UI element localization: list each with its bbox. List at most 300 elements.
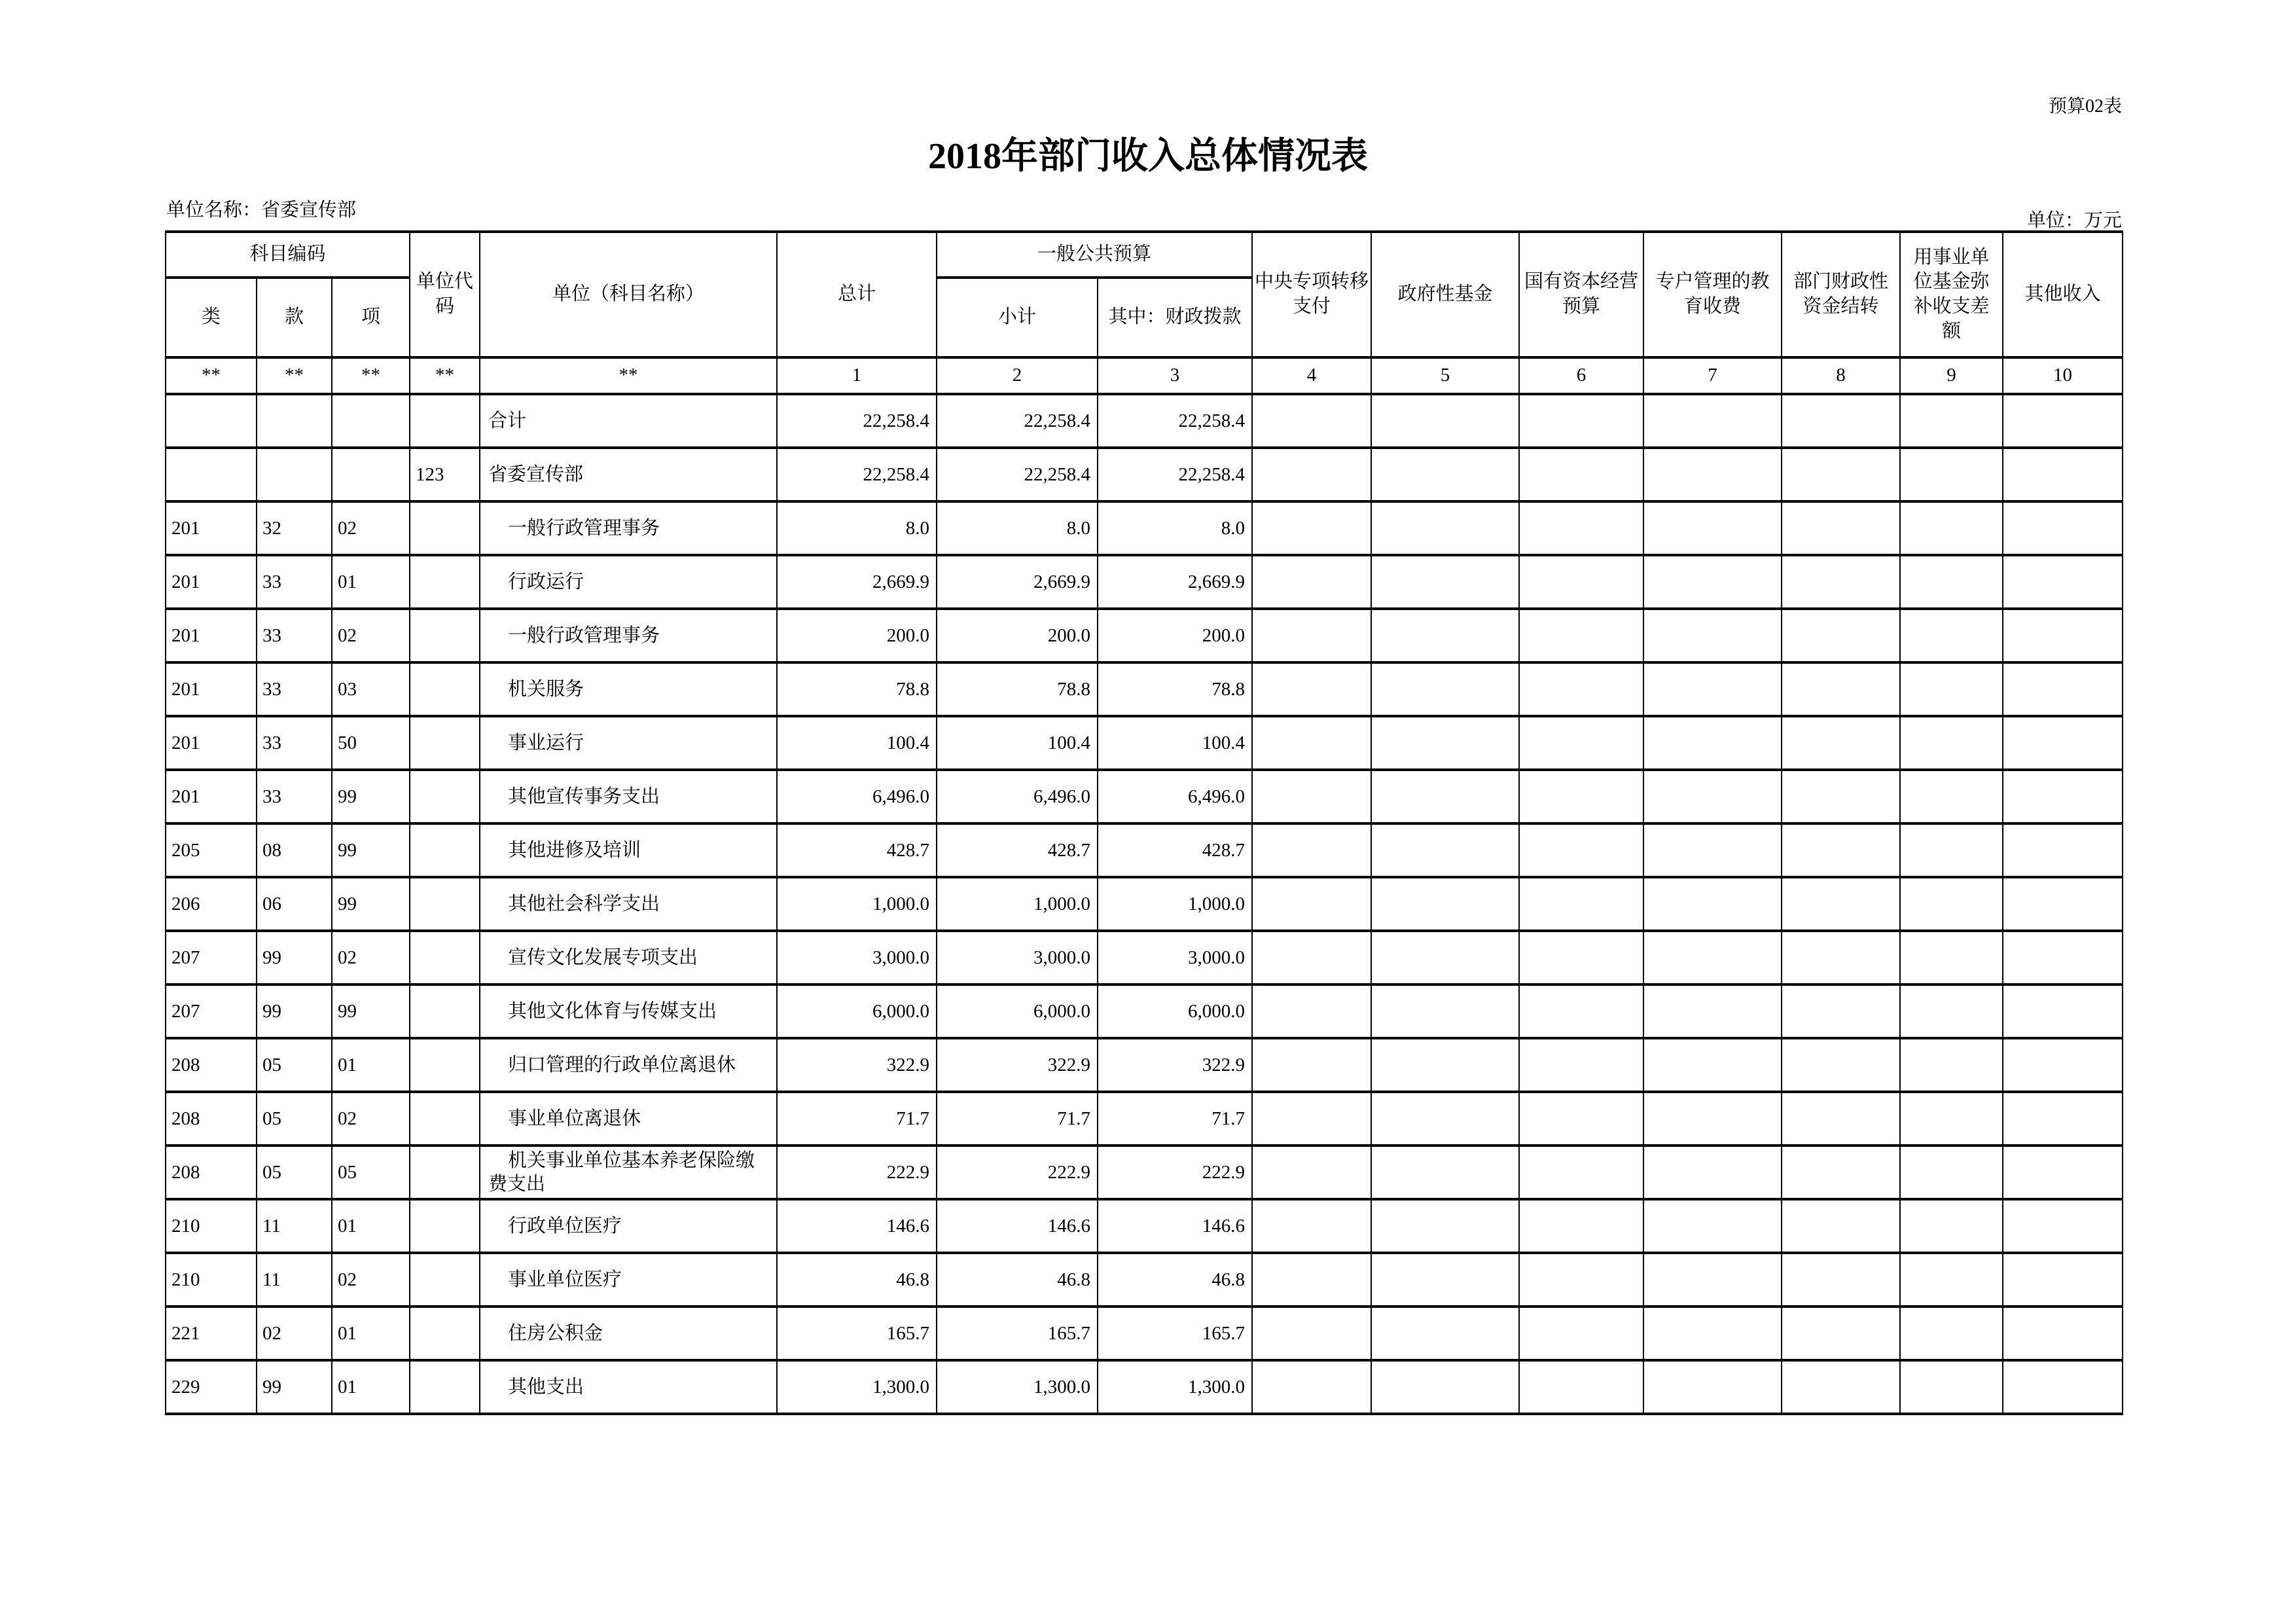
cell-section-code: 33 [257,662,332,716]
cell-total: 200.0 [777,609,937,662]
cell-unit-code [410,823,480,877]
table-row [166,448,2123,501]
cell-section-code: 33 [257,770,332,823]
cell-gov-funds [1371,555,1519,609]
cell-item-code: 02 [332,1253,410,1307]
cell-subtotal: 3,000.0 [937,931,1098,984]
cell-class-code: 201 [166,770,257,823]
cell-other-income [2003,555,2123,609]
column-number: ** [332,357,410,394]
cell-central-transfer [1252,1092,1371,1146]
cell-subject-name: 一般行政管理事务 [480,501,777,555]
cell-subject-name: 机关事业单位基本养老保险缴费支出 [480,1146,777,1199]
cell-item-code: 02 [332,931,410,984]
cell-fund-balance [1900,931,2003,984]
cell-class-code: 210 [166,1253,257,1307]
cell-central-transfer [1252,823,1371,877]
cell-fiscal-allocation: 1,000.0 [1098,877,1252,931]
cell-other-income [2003,984,2123,1038]
table-row [166,716,2123,770]
cell-class-code: 201 [166,501,257,555]
cell-state-capital [1519,1199,1643,1253]
cell-section-code: 08 [257,823,332,877]
cell-total: 8.0 [777,501,937,555]
cell-subtotal: 78.8 [937,662,1098,716]
cell-section-code: 06 [257,877,332,931]
page-title: 2018年部门收入总体情况表 [928,136,1368,177]
cell-other-income [2003,609,2123,662]
cell-unit-code [410,1092,480,1146]
table-row [166,931,2123,984]
cell-edu-fees [1643,931,1782,984]
cell-gov-funds [1371,770,1519,823]
cell-edu-fees [1643,716,1782,770]
cell-total: 71.7 [777,1092,937,1146]
cell-subject-name: 一般行政管理事务 [480,609,777,662]
cell-dept-carryover [1782,1307,1900,1360]
cell-state-capital [1519,1253,1643,1307]
cell-central-transfer [1252,770,1371,823]
cell-class-code: 207 [166,931,257,984]
cell-gov-funds [1371,1092,1519,1146]
cell-fund-balance [1900,1199,2003,1253]
table-row [166,877,2123,931]
cell-dept-carryover [1782,823,1900,877]
cell-state-capital [1519,501,1643,555]
cell-subtotal: 322.9 [937,1038,1098,1092]
header-unit-code: 单位代码 [410,232,480,357]
cell-subtotal: 428.7 [937,823,1098,877]
cell-total: 100.4 [777,716,937,770]
cell-section-code: 33 [257,555,332,609]
cell-dept-carryover [1782,555,1900,609]
header-fiscal-allocation: 其中：财政拨款 [1098,278,1252,357]
table-row [166,555,2123,609]
cell-dept-carryover [1782,1253,1900,1307]
cell-item-code: 02 [332,501,410,555]
cell-item-code [332,448,410,501]
column-number: 7 [1643,357,1782,394]
cell-section-code: 11 [257,1199,332,1253]
column-number: ** [166,357,257,394]
cell-gov-funds [1371,501,1519,555]
cell-fund-balance [1900,501,2003,555]
cell-subtotal: 22,258.4 [937,448,1098,501]
cell-fund-balance [1900,1092,2003,1146]
cell-item-code: 05 [332,1146,410,1199]
cell-fund-balance [1900,394,2003,448]
cell-subject-name: 行政单位医疗 [480,1199,777,1253]
cell-class-code: 221 [166,1307,257,1360]
cell-fiscal-allocation: 6,496.0 [1098,770,1252,823]
header-subject-code: 科目编码 [166,232,410,278]
table-row [166,1307,2123,1360]
cell-edu-fees [1643,1199,1782,1253]
cell-edu-fees [1643,1092,1782,1146]
header-section: 款 [257,278,332,357]
cell-section-code [257,394,332,448]
cell-fiscal-allocation: 8.0 [1098,501,1252,555]
cell-central-transfer [1252,394,1371,448]
cell-gov-funds [1371,877,1519,931]
cell-subtotal: 222.9 [937,1146,1098,1199]
header-other-income: 其他收入 [2003,232,2123,357]
unit-name-label: 单位名称：省委宣传部 [166,200,357,221]
column-number: ** [257,357,332,394]
column-number: 10 [2003,357,2123,394]
cell-fiscal-allocation: 200.0 [1098,609,1252,662]
cell-subtotal: 22,258.4 [937,394,1098,448]
cell-fiscal-allocation: 6,000.0 [1098,984,1252,1038]
cell-other-income [2003,716,2123,770]
cell-item-code: 99 [332,770,410,823]
cell-subtotal: 6,496.0 [937,770,1098,823]
cell-gov-funds [1371,1253,1519,1307]
header-fund-balance: 用事业单位基金弥补收支差额 [1900,232,2003,357]
cell-fiscal-allocation: 165.7 [1098,1307,1252,1360]
cell-central-transfer [1252,1307,1371,1360]
cell-state-capital [1519,1146,1643,1199]
cell-unit-code [410,1038,480,1092]
cell-fiscal-allocation: 22,258.4 [1098,394,1252,448]
cell-unit-code [410,931,480,984]
cell-dept-carryover [1782,1360,1900,1414]
cell-fund-balance [1900,716,2003,770]
cell-section-code: 99 [257,984,332,1038]
cell-gov-funds [1371,1146,1519,1199]
cell-total: 1,300.0 [777,1360,937,1414]
cell-state-capital [1519,1092,1643,1146]
cell-unit-code [410,609,480,662]
cell-item-code: 03 [332,662,410,716]
cell-unit-code [410,1360,480,1414]
cell-item-code [332,394,410,448]
header-edu-fees: 专户管理的教育收费 [1643,232,1782,357]
cell-central-transfer [1252,931,1371,984]
cell-class-code: 208 [166,1146,257,1199]
cell-central-transfer [1252,662,1371,716]
table-row [166,1146,2123,1199]
cell-state-capital [1519,662,1643,716]
cell-section-code: 33 [257,716,332,770]
cell-unit-code [410,1199,480,1253]
cell-dept-carryover [1782,1146,1900,1199]
cell-central-transfer [1252,1360,1371,1414]
cell-section-code: 05 [257,1038,332,1092]
cell-central-transfer [1252,1199,1371,1253]
cell-gov-funds [1371,1307,1519,1360]
cell-central-transfer [1252,501,1371,555]
cell-state-capital [1519,1038,1643,1092]
cell-item-code: 01 [332,1307,410,1360]
column-number: 3 [1098,357,1252,394]
cell-subject-name: 省委宣传部 [480,448,777,501]
cell-class-code: 201 [166,555,257,609]
cell-edu-fees [1643,501,1782,555]
cell-fund-balance [1900,1253,2003,1307]
cell-central-transfer [1252,1038,1371,1092]
cell-central-transfer [1252,716,1371,770]
cell-state-capital [1519,1307,1643,1360]
cell-unit-code [410,1146,480,1199]
cell-class-code: 201 [166,609,257,662]
table-row [166,609,2123,662]
cell-fiscal-allocation: 146.6 [1098,1199,1252,1253]
cell-total: 22,258.4 [777,448,937,501]
cell-state-capital [1519,770,1643,823]
cell-subject-name: 宣传文化发展专项支出 [480,931,777,984]
header-item: 项 [332,278,410,357]
cell-fund-balance [1900,555,2003,609]
cell-item-code: 01 [332,1199,410,1253]
cell-dept-carryover [1782,877,1900,931]
header-class: 类 [166,278,257,357]
cell-subject-name: 其他文化体育与传媒支出 [480,984,777,1038]
cell-gov-funds [1371,823,1519,877]
cell-subject-name: 事业单位医疗 [480,1253,777,1307]
cell-section-code: 11 [257,1253,332,1307]
cell-fiscal-allocation: 322.9 [1098,1038,1252,1092]
cell-dept-carryover [1782,984,1900,1038]
table-row [166,1038,2123,1092]
cell-edu-fees [1643,1360,1782,1414]
cell-subtotal: 6,000.0 [937,984,1098,1038]
cell-other-income [2003,1199,2123,1253]
cell-edu-fees [1643,823,1782,877]
cell-total: 222.9 [777,1146,937,1199]
table-row [166,394,2123,448]
cell-subtotal: 200.0 [937,609,1098,662]
cell-class-code: 206 [166,877,257,931]
cell-section-code: 99 [257,1360,332,1414]
cell-total: 3,000.0 [777,931,937,984]
cell-fiscal-allocation: 46.8 [1098,1253,1252,1307]
column-number: 8 [1782,357,1900,394]
cell-edu-fees [1643,1253,1782,1307]
budget-table [165,230,2123,1415]
cell-fund-balance [1900,877,2003,931]
table-row [166,770,2123,823]
header-general-public-budget: 一般公共预算 [937,232,1252,278]
cell-subject-name: 行政运行 [480,555,777,609]
cell-item-code: 02 [332,1092,410,1146]
cell-unit-code [410,1253,480,1307]
cell-dept-carryover [1782,609,1900,662]
header-total: 总计 [777,232,937,357]
cell-edu-fees [1643,1038,1782,1092]
cell-unit-code [410,662,480,716]
cell-other-income [2003,1253,2123,1307]
cell-dept-carryover [1782,1038,1900,1092]
cell-item-code: 02 [332,609,410,662]
cell-fund-balance [1900,1360,2003,1414]
cell-total: 2,669.9 [777,555,937,609]
cell-total: 6,000.0 [777,984,937,1038]
cell-subtotal: 100.4 [937,716,1098,770]
cell-state-capital [1519,394,1643,448]
header-dept-carryover: 部门财政性资金结转 [1782,232,1900,357]
cell-unit-code [410,394,480,448]
column-number: 6 [1519,357,1643,394]
cell-class-code: 207 [166,984,257,1038]
cell-subject-name: 合计 [480,394,777,448]
cell-dept-carryover [1782,931,1900,984]
table-row [166,984,2123,1038]
column-number: 1 [777,357,937,394]
cell-gov-funds [1371,984,1519,1038]
cell-dept-carryover [1782,716,1900,770]
cell-section-code: 32 [257,501,332,555]
cell-other-income [2003,1360,2123,1414]
cell-subject-name: 事业单位离退休 [480,1092,777,1146]
cell-item-code: 99 [332,877,410,931]
cell-class-code: 201 [166,716,257,770]
cell-dept-carryover [1782,770,1900,823]
cell-fund-balance [1900,1146,2003,1199]
cell-subject-name: 其他宣传事务支出 [480,770,777,823]
cell-fiscal-allocation: 428.7 [1098,823,1252,877]
cell-dept-carryover [1782,1092,1900,1146]
cell-fund-balance [1900,1307,2003,1360]
cell-central-transfer [1252,609,1371,662]
table-row [166,1092,2123,1146]
cell-unit-code [410,984,480,1038]
cell-edu-fees [1643,394,1782,448]
cell-fund-balance [1900,1038,2003,1092]
cell-dept-carryover [1782,662,1900,716]
cell-other-income [2003,394,2123,448]
column-number: ** [480,357,777,394]
cell-fiscal-allocation: 78.8 [1098,662,1252,716]
cell-total: 6,496.0 [777,770,937,823]
cell-unit-code [410,770,480,823]
cell-edu-fees [1643,1146,1782,1199]
cell-class-code [166,448,257,501]
cell-class-code [166,394,257,448]
cell-edu-fees [1643,770,1782,823]
header-unit-name: 单位（科目名称） [480,232,777,357]
column-number: 5 [1371,357,1519,394]
cell-class-code: 229 [166,1360,257,1414]
cell-class-code: 201 [166,662,257,716]
cell-item-code: 50 [332,716,410,770]
cell-section-code: 33 [257,609,332,662]
cell-central-transfer [1252,448,1371,501]
cell-subject-name: 住房公积金 [480,1307,777,1360]
cell-total: 428.7 [777,823,937,877]
cell-section-code: 99 [257,931,332,984]
cell-other-income [2003,770,2123,823]
cell-other-income [2003,931,2123,984]
cell-state-capital [1519,448,1643,501]
cell-fiscal-allocation: 71.7 [1098,1092,1252,1146]
cell-edu-fees [1643,555,1782,609]
cell-section-code: 05 [257,1146,332,1199]
cell-gov-funds [1371,931,1519,984]
cell-edu-fees [1643,448,1782,501]
cell-subject-name: 其他支出 [480,1360,777,1414]
cell-fiscal-allocation: 222.9 [1098,1146,1252,1199]
cell-total: 46.8 [777,1253,937,1307]
header-row-1 [166,232,2123,278]
header-central-transfer: 中央专项转移支付 [1252,232,1371,357]
cell-item-code: 99 [332,984,410,1038]
cell-state-capital [1519,609,1643,662]
column-number-row [166,357,2123,394]
column-number: ** [410,357,480,394]
cell-total: 22,258.4 [777,394,937,448]
cell-dept-carryover [1782,1199,1900,1253]
cell-fund-balance [1900,448,2003,501]
cell-unit-code [410,716,480,770]
cell-subject-name: 其他社会科学支出 [480,877,777,931]
cell-class-code: 205 [166,823,257,877]
cell-total: 165.7 [777,1307,937,1360]
cell-fiscal-allocation: 1,300.0 [1098,1360,1252,1414]
cell-state-capital [1519,716,1643,770]
cell-fund-balance [1900,770,2003,823]
header-state-capital: 国有资本经营预算 [1519,232,1643,357]
cell-state-capital [1519,984,1643,1038]
cell-subtotal: 1,300.0 [937,1360,1098,1414]
cell-subject-name: 归口管理的行政单位离退休 [480,1038,777,1092]
cell-class-code: 210 [166,1199,257,1253]
column-number: 2 [937,357,1098,394]
cell-subject-name: 其他进修及培训 [480,823,777,877]
cell-other-income [2003,1038,2123,1092]
cell-other-income [2003,877,2123,931]
cell-dept-carryover [1782,448,1900,501]
cell-central-transfer [1252,984,1371,1038]
cell-total: 78.8 [777,662,937,716]
header-subtotal: 小计 [937,278,1098,357]
cell-subtotal: 8.0 [937,501,1098,555]
cell-central-transfer [1252,877,1371,931]
unit-measure-label: 单位：万元 [2026,210,2122,231]
cell-subtotal: 1,000.0 [937,877,1098,931]
table-row [166,501,2123,555]
table-row [166,1253,2123,1307]
cell-state-capital [1519,823,1643,877]
cell-edu-fees [1643,984,1782,1038]
cell-subtotal: 2,669.9 [937,555,1098,609]
cell-subtotal: 71.7 [937,1092,1098,1146]
cell-subtotal: 165.7 [937,1307,1098,1360]
cell-section-code [257,448,332,501]
cell-central-transfer [1252,1146,1371,1199]
cell-subtotal: 146.6 [937,1199,1098,1253]
cell-central-transfer [1252,1253,1371,1307]
cell-other-income [2003,448,2123,501]
cell-total: 322.9 [777,1038,937,1092]
cell-unit-code: 123 [410,448,480,501]
cell-fund-balance [1900,609,2003,662]
cell-other-income [2003,662,2123,716]
cell-fiscal-allocation: 3,000.0 [1098,931,1252,984]
cell-fiscal-allocation: 100.4 [1098,716,1252,770]
cell-edu-fees [1643,877,1782,931]
cell-fund-balance [1900,662,2003,716]
cell-class-code: 208 [166,1038,257,1092]
cell-item-code: 01 [332,1038,410,1092]
cell-fund-balance [1900,823,2003,877]
cell-section-code: 02 [257,1307,332,1360]
cell-gov-funds [1371,448,1519,501]
cell-gov-funds [1371,1360,1519,1414]
cell-class-code: 208 [166,1092,257,1146]
table-row [166,823,2123,877]
cell-item-code: 99 [332,823,410,877]
